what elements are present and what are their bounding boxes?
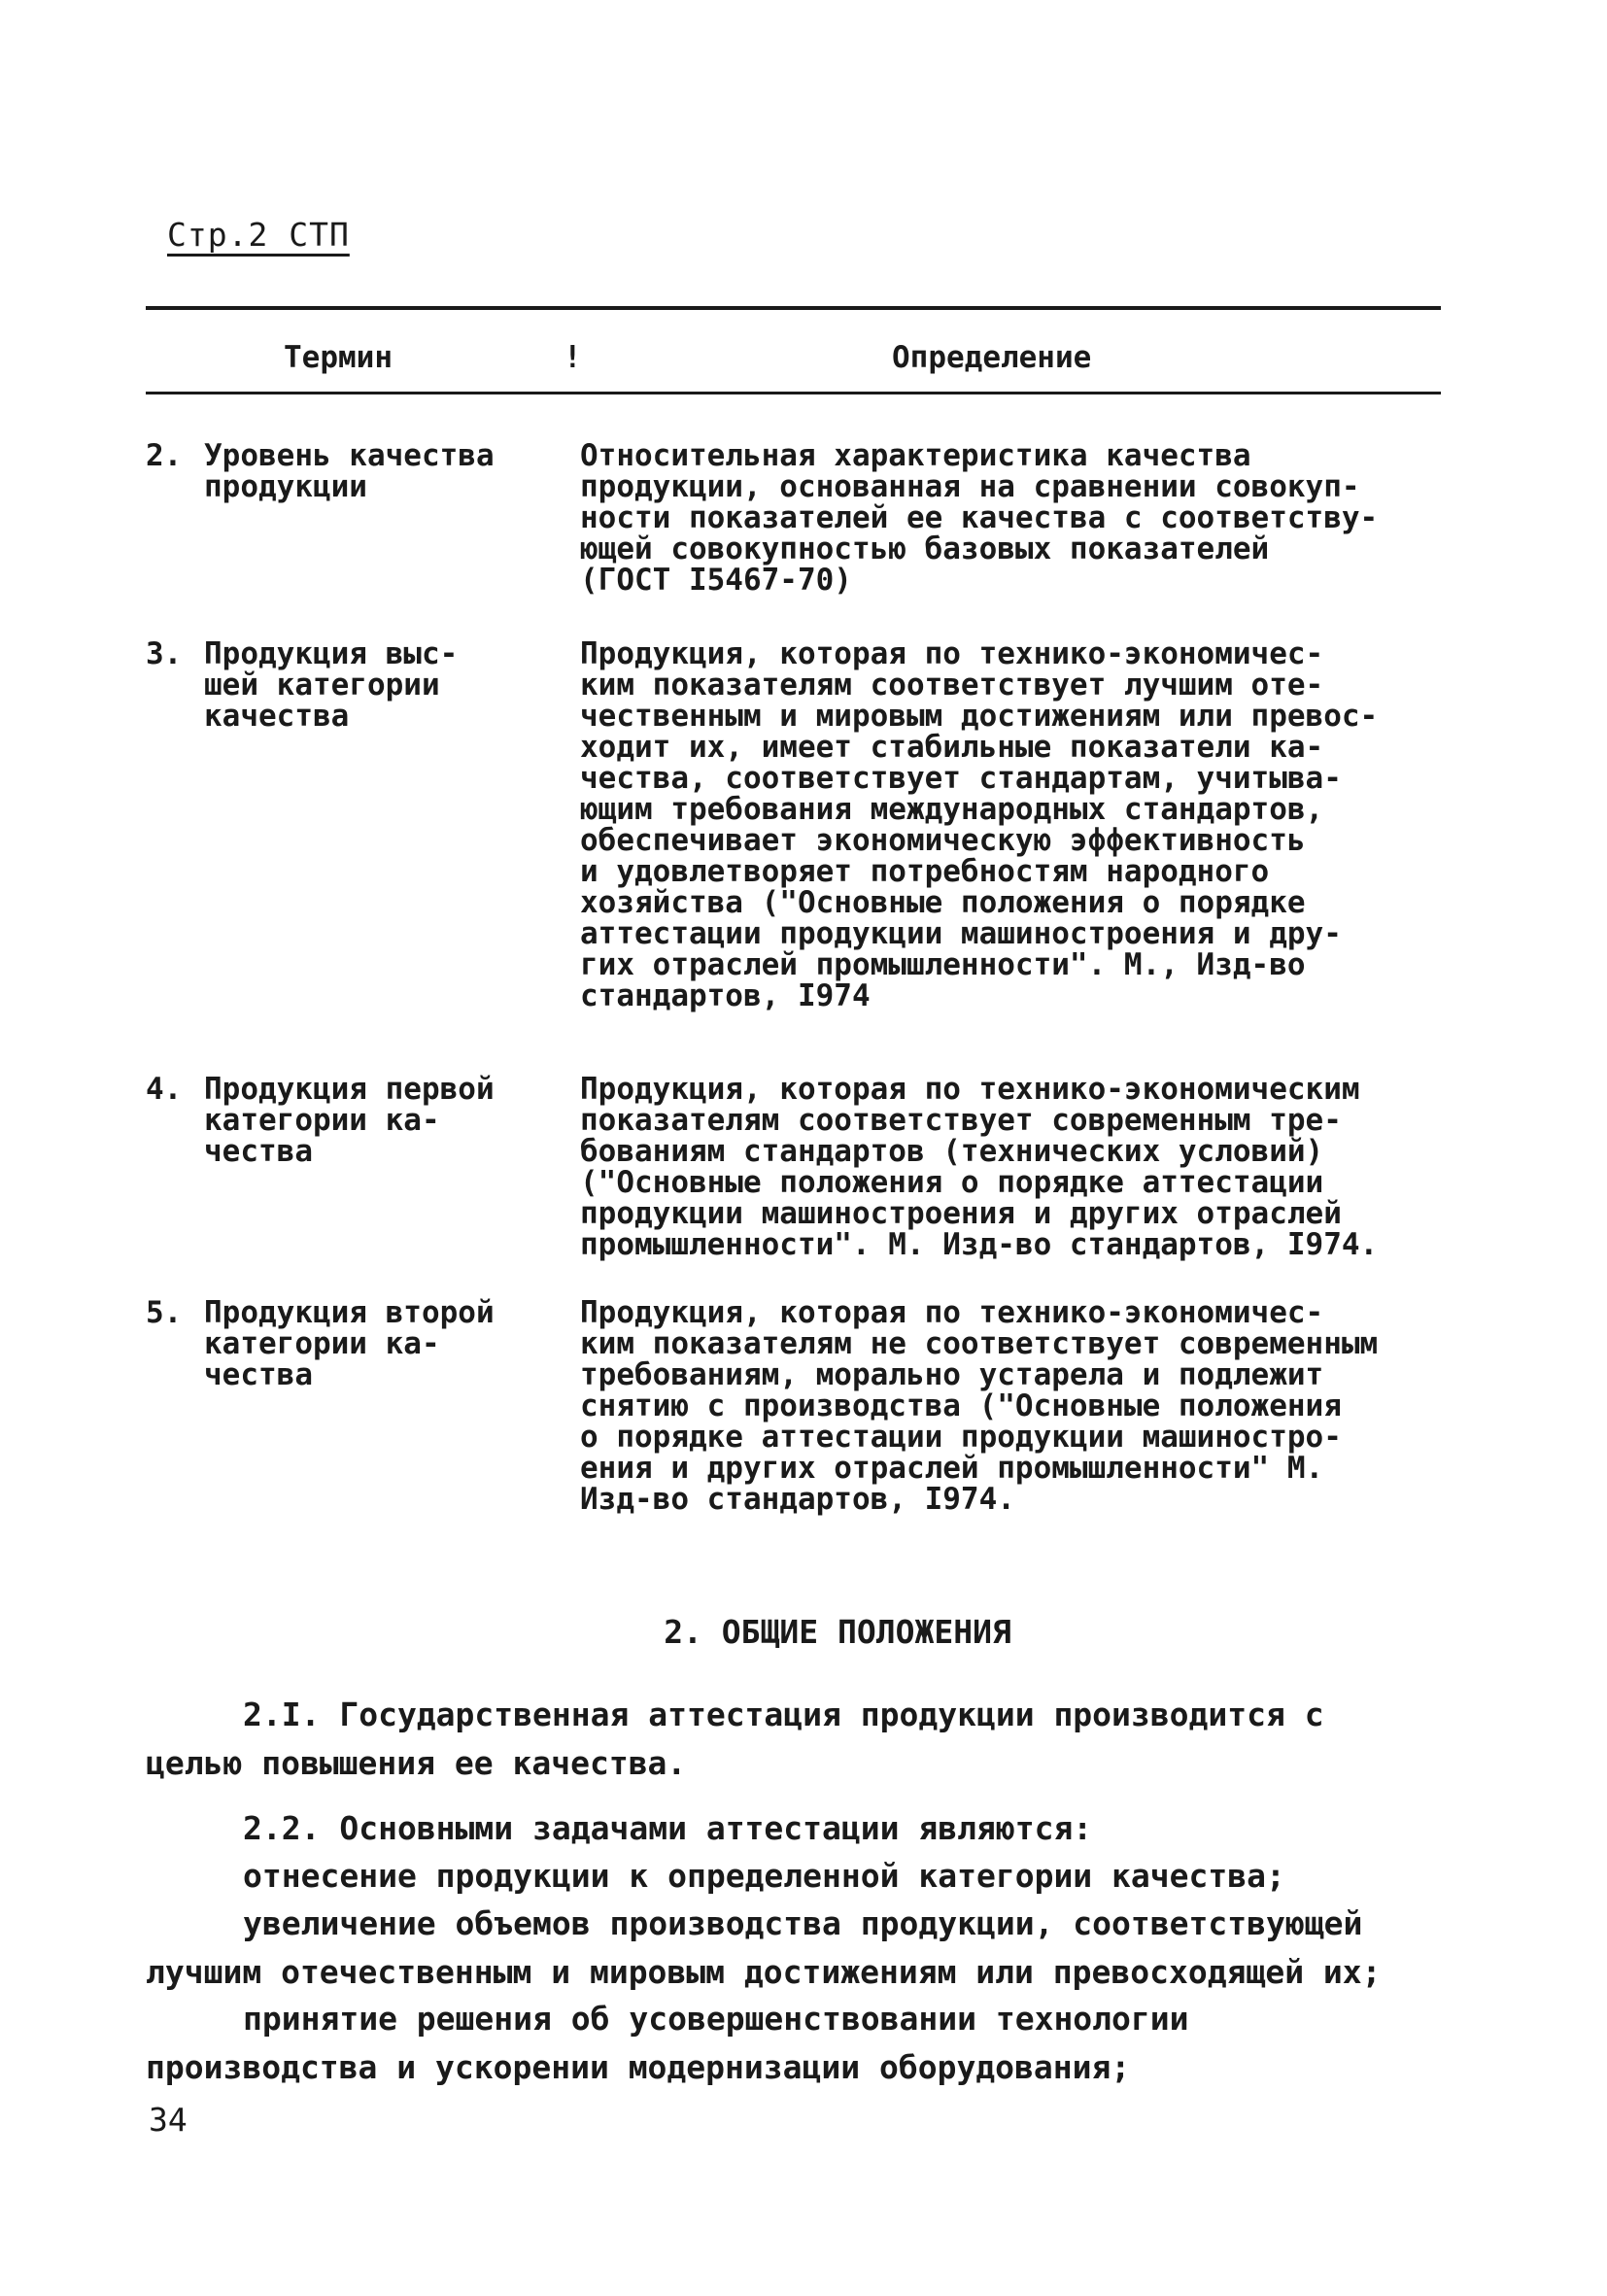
term-number: 3. <box>146 636 183 671</box>
section-title-text: 2. ОБЩИЕ ПОЛОЖЕНИЯ <box>664 1613 1011 1651</box>
term-text: Продукция выс- шей категории качества <box>204 636 459 734</box>
term-number: 5. <box>146 1295 183 1330</box>
term-text: Продукция второй категории ка- чества <box>204 1295 495 1392</box>
term-text: Продукция первой категории ка- чества <box>204 1072 495 1169</box>
section-title <box>0 1613 1607 1651</box>
task-item: отнесение продукции к определенной категории качества; <box>243 1857 1285 1895</box>
term-number: 4. <box>146 1072 183 1107</box>
paragraph-2-1: 2.I. Государственная аттестация продукции производится с целью повышения ее качества. <box>146 1696 1324 1782</box>
paragraph-2-2: 2.2. Основными задачами аттестации являются: <box>243 1809 1093 1847</box>
task-item: увеличение объемов производства продукции, соответствующей лучшим отечественным и мировым достижениям или превосходящей их; <box>146 1904 1382 1991</box>
column-separator: ! <box>564 340 582 375</box>
page-number: 34 <box>149 2101 188 2139</box>
table-header-rule <box>146 392 1441 394</box>
task-item: принятие решения об усовершенствовании технологии производства и ускорении модернизации оборудования; <box>146 2000 1189 2086</box>
definition-text: Относительная характеристика качества продукции, основанная на сравнении совокуп- ности показателей ее качества с соответству- ющей совокупностью базовых показателей (ГОСТ I5467-70) <box>580 438 1379 598</box>
column-header-definition: Определение <box>892 340 1092 375</box>
page-header: Стр.2 СТП <box>167 216 350 254</box>
table-top-rule <box>146 306 1441 310</box>
column-header-term: Термин <box>284 340 393 375</box>
definition-text: Продукция, которая по технико-экономичес- ким показателям не соответствует современным требованиям, морально устарела и подлежит снятию с производства ("Основные положения о порядке аттестации продукции машиностро- ения и других отраслей промышленности" М. Изд-во стандартов, I974. <box>580 1295 1379 1517</box>
term-number: 2. <box>146 438 183 473</box>
definition-text: Продукция, которая по технико-экономичес- ким показателям соответствует лучшим оте- чественным и мировым достижениям или превос- ходит их, имеет стабильные показатели ка- чества, соответствует стандартам, учитыва- ющим требования международных стандартов, обеспечивает экономическую эффективность и удовлетворяет потребностям народного хозяйства ("Основные положения о порядке аттестации продукции машиностроения и дру- гих отраслей промышленности". М., Изд-во стандартов, I974 <box>580 636 1379 1013</box>
term-text: Уровень качества продукции <box>204 438 495 504</box>
definition-text: Продукция, которая по технико-экономическим показателям соответствует современным тре- бованиям стандартов (технических условий) ("Основные положения о порядке аттестации продукции машиностроения и других отраслей промышленности". М. Изд-во стандартов, I974. <box>580 1072 1379 1262</box>
